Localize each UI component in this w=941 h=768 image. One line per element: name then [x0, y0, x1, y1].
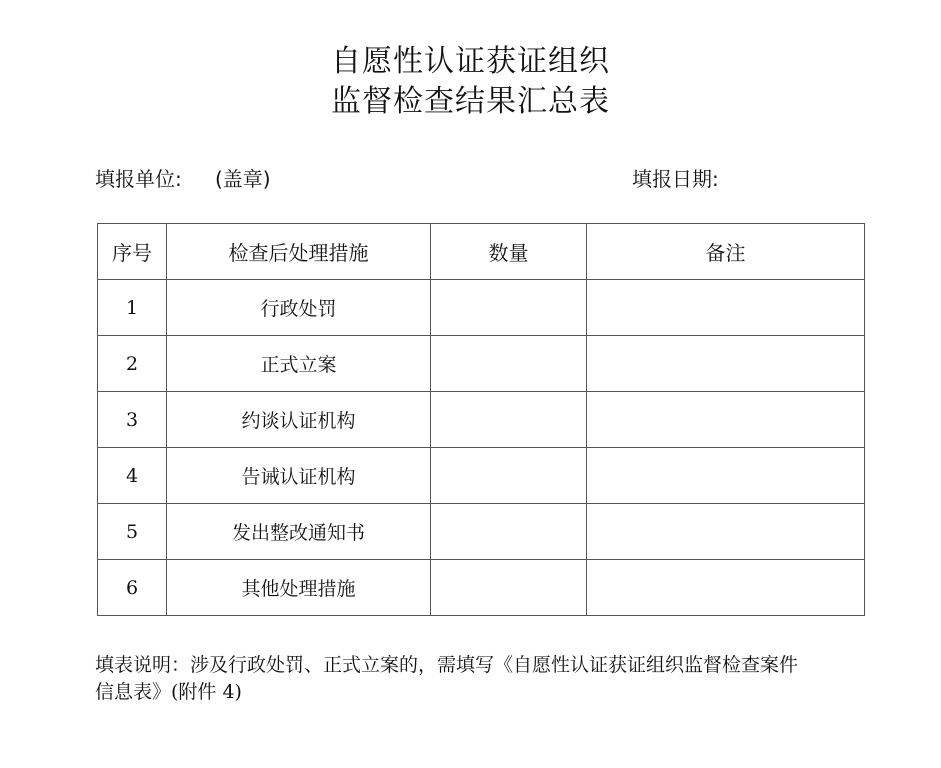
row-note-cell[interactable] — [587, 504, 865, 560]
row-quantity-cell[interactable] — [431, 280, 587, 336]
row-sequence: 1 — [98, 280, 167, 336]
summary-table — [97, 223, 865, 616]
row-quantity-cell[interactable] — [431, 448, 587, 504]
table-row — [98, 280, 865, 336]
row-sequence: 6 — [98, 560, 167, 616]
row-note-cell[interactable] — [587, 280, 865, 336]
row-sequence: 4 — [98, 448, 167, 504]
row-measure: 正式立案 — [167, 336, 431, 392]
filling-instructions — [95, 652, 865, 706]
seal-label: (盖章) — [215, 167, 271, 191]
row-sequence: 2 — [98, 336, 167, 392]
row-sequence: 3 — [98, 392, 167, 448]
table-row — [98, 560, 865, 616]
row-measure: 发出整改通知书 — [167, 504, 431, 560]
row-measure: 其他处理措施 — [167, 560, 431, 616]
table-header-row — [98, 224, 865, 280]
filling-instructions-line-1: 填表说明：涉及行政处罚、正式立案的，需填写《自愿性认证获证组织监督检查案件 — [95, 654, 799, 676]
document-title-line-1: 自愿性认证获证组织 — [331, 44, 610, 79]
reporting-date-label: 填报日期: — [632, 167, 719, 191]
table-row — [98, 336, 865, 392]
table-row — [98, 392, 865, 448]
header-quantity: 数量 — [431, 224, 587, 280]
table-row — [98, 504, 865, 560]
row-note-cell[interactable] — [587, 560, 865, 616]
row-note-cell[interactable] — [587, 448, 865, 504]
row-quantity-cell[interactable] — [431, 504, 587, 560]
row-note-cell[interactable] — [587, 392, 865, 448]
row-measure: 告诫认证机构 — [167, 448, 431, 504]
document-title-line-2: 监督检查结果汇总表 — [331, 84, 610, 119]
row-measure: 约谈认证机构 — [167, 392, 431, 448]
filling-instructions-line-2: 信息表》(附件 4) — [95, 681, 242, 703]
table-row — [98, 448, 865, 504]
row-measure: 行政处罚 — [167, 280, 431, 336]
row-sequence: 5 — [98, 504, 167, 560]
reporting-unit-label: 填报单位: — [95, 167, 182, 191]
row-quantity-cell[interactable] — [431, 336, 587, 392]
header-sequence: 序号 — [98, 224, 167, 280]
row-quantity-cell[interactable] — [431, 560, 587, 616]
row-note-cell[interactable] — [587, 336, 865, 392]
header-measure: 检查后处理措施 — [167, 224, 431, 280]
row-quantity-cell[interactable] — [431, 392, 587, 448]
header-note: 备注 — [587, 224, 865, 280]
